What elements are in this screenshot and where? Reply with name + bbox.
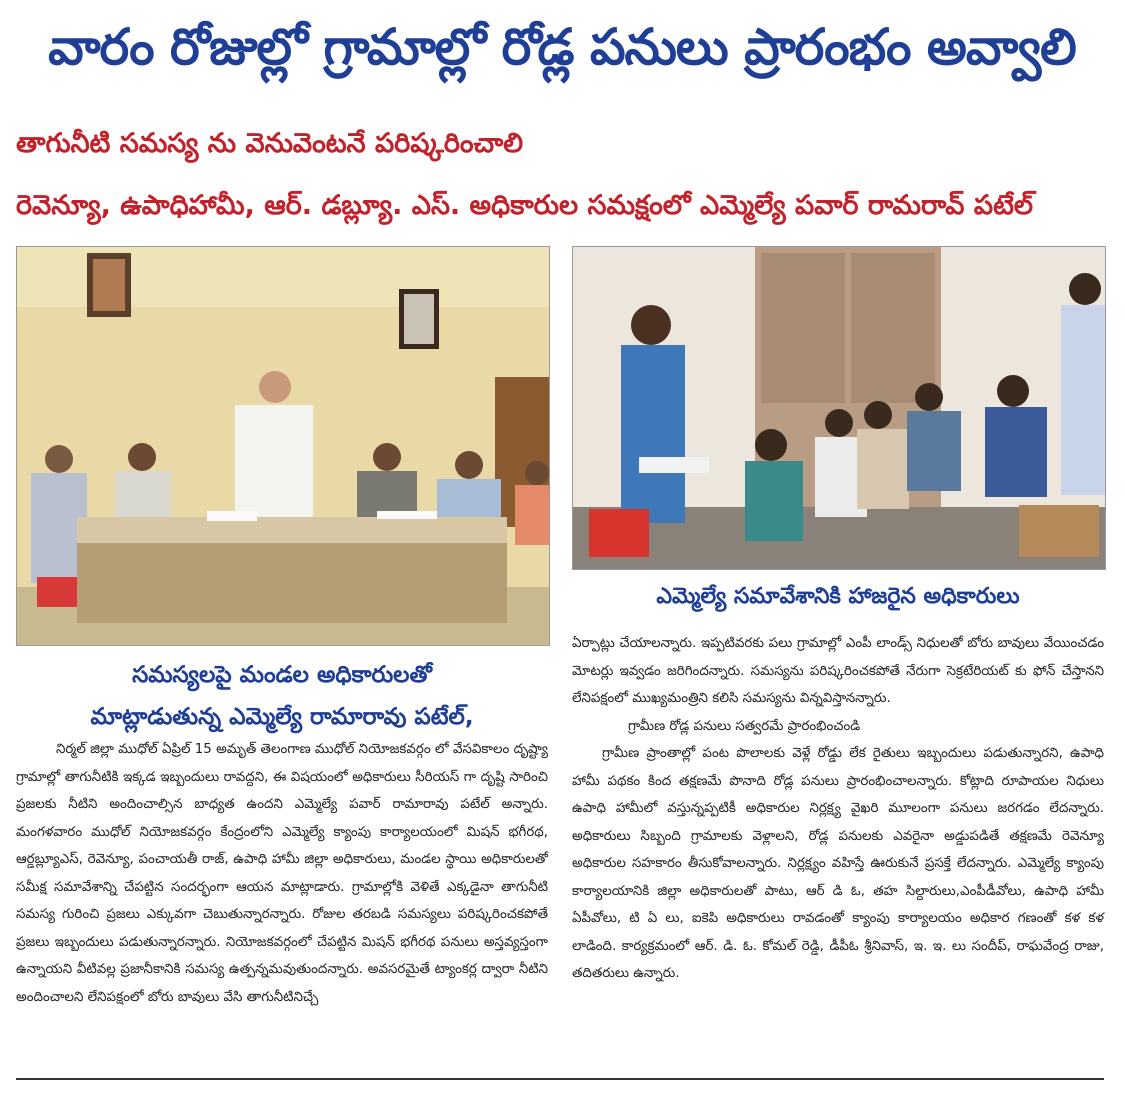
photo-mla-meeting [16, 246, 550, 646]
photo-officials-illustration [573, 247, 1105, 569]
bottom-divider [16, 1078, 1104, 1080]
article-paragraph: గ్రామీణ ప్రాంతాల్లో పంట పొలాలకు వెళ్లే రోడ్డు లేక రైతులు ఇబ్బందులు పడుతున్నారని, ఉపాధి హామీ పథకం కింద తక్షణమే పొనాది రోడ్ల పనులు ప్రారంభించాలన్నారు. కోట్లాది రూపాయల నిధులు ఉపాధి హామీలో వస్తున్నప్పటికీ అధికారుల నిర్లక్ష్య వైఖరి మూలంగా పనులు జరగడం లేదన్నారు. అధికారులు సిబ్బంది గ్రామాలకు వెళ్లాలని, రోడ్ల పనులకు ఎవరైనా అడ్డుపడితే తక్షణమే రెవెన్యూ అధికారుల సహకారం తీసుకోవాలన్నారు. నిర్లక్ష్యం వహిస్తే ఊరుకునే ప్రసక్తే లేదన్నారు. ఎమ్మెల్యే క్యాంపు కార్యాలయానికి జిల్లా అధికారులతో పాటు, ఆర్ డి ఓ, తహ సిల్దారులు,ఎంపీడీవోలు, ఉపాధి హామీ ఏపీవోలు, టి ఏ లు, ఐకెపి అధికారులు రావడంతో క్యాంపు కార్యాలయం అధికార గణంతో కళ కళ లాడింది. కార్యక్రమంలో ఆర్. డి. ఓ. కోమల్ రెడ్డి, డీపీఓ శ్రీనివాస్, ఇ. ఇ. లు సందీప్, రాఘవేంద్ర రాజు, తదితరులు ఉన్నారు. [572, 746, 1104, 981]
photo-left-caption-line-2: మాట్లాడుతున్న ఎమ్మెల్యే రామారావు పటేల్, [90, 704, 474, 730]
subheadline-officials: రెవెన్యూ, ఉపాధిహామీ, ఆర్. డబ్ల్యూ. ఎస్. అధికారుల సమక్షంలో ఎమ్మెల్యే పవార్ రామరావ్ పటేల్ [16, 190, 1034, 221]
subheadline-water: తాగునీటి సమస్య ను వెనువెంటనే పరిష్కరించాలి [16, 128, 524, 159]
article-column-right [572, 630, 1104, 988]
photo-left-caption [16, 654, 548, 738]
photo-officials [572, 246, 1106, 570]
photo-right-caption: ఎమ్మెల్యే సమావేశానికి హాజరైన అధికారులు [656, 584, 1020, 609]
article-paragraph: నిర్మల్ జిల్లా ముధోల్ ఏప్రిల్ 15 అమృత్ తెలంగాణ ముధోల్ నియోజకవర్గం లో వేసవికాలం దృష్ట్యా గ్రామాల్లో తాగునీటికి ఇక్కడ ఇబ్బందులు రావద్దని, ఈ విషయంలో అధికారులు సీరియస్ గా దృష్టి సారించి ప్రజలకు నీటిని అందించాల్సిన బాధ్యత ఉందని ఎమ్మెల్యే పవార్ రామారావు పటేల్ అన్నారు. మంగళవారం ముధోల్ నియోజకవర్గం కేంద్రంలోని ఎమ్మెల్యే క్యాంపు కార్యాలయంలో మిషన్ భగీరథ, ఆర్డబ్ల్యూఎస్, రెవెన్యూ, పంచాయతీ రాజ్, ఉపాధి హామీ జిల్లా అధికారులు, మండల స్థాయి అధికారులతో సమీక్ష సమావేశాన్ని చేపట్టిన సందర్భంగా ఆయన మాట్లాడారు. గ్రామాల్లోకి వెళితే ఎక్కడైనా తాగునీటి సమస్య గురించి ప్రజలు ఎక్కువగా చెబుతున్నారన్నారు. రోజుల తరబడి సమస్యలు పరిష్కరించకపోతే ప్రజలు ఇబ్బందులు పడుతున్నారన్నారు. నియోజకవర్గంలో చేపట్టిన మిషన్ భగీరథ పనులు అస్తవ్యస్తంగా ఉన్నాయని వీటివల్ల ప్రజానీకానికి సమస్య ఉత్పన్నమవుతుందన్నారు. అవసరమైతే ట్యాంకర్ల ద్వారా నీటిని అందించాలని లేనిపక్షంలో బోరు బావులు వేసి తాగునీటినిచ్చే [16, 742, 548, 1005]
photo-mla-meeting-illustration [17, 247, 549, 645]
article-subtitle: గ్రామీణ రోడ్ల పనులు సత్వరమే ప్రారంభించండి [628, 718, 861, 734]
article-column-left [16, 736, 548, 1011]
photo-left-caption-line-1: సమస్యలపై మండల అధికారులతో [132, 662, 432, 688]
article-paragraph: ఏర్పాట్లు చేయాలన్నారు. ఇప్పటివరకు పలు గ్రామాల్లో ఎంపీ లాండ్స్ నిధులతో బోరు బావులు వేయించడం మోటర్లు ఇవ్వడం జరిగిందన్నారు. సమస్యను పరిష్కరించకపోతే నేరుగా సెక్రటేరియట్ కు ఫోన్ చేస్తానని లేనిపక్షంలో ముఖ్యమంత్రిని కలిసి సమస్యను విన్నవిస్తానన్నారు. [572, 636, 1104, 706]
headline: వారం రోజుల్లో గ్రామాల్లో రోడ్ల పనులు ప్రారంభం అవ్వాలి [48, 18, 1076, 76]
